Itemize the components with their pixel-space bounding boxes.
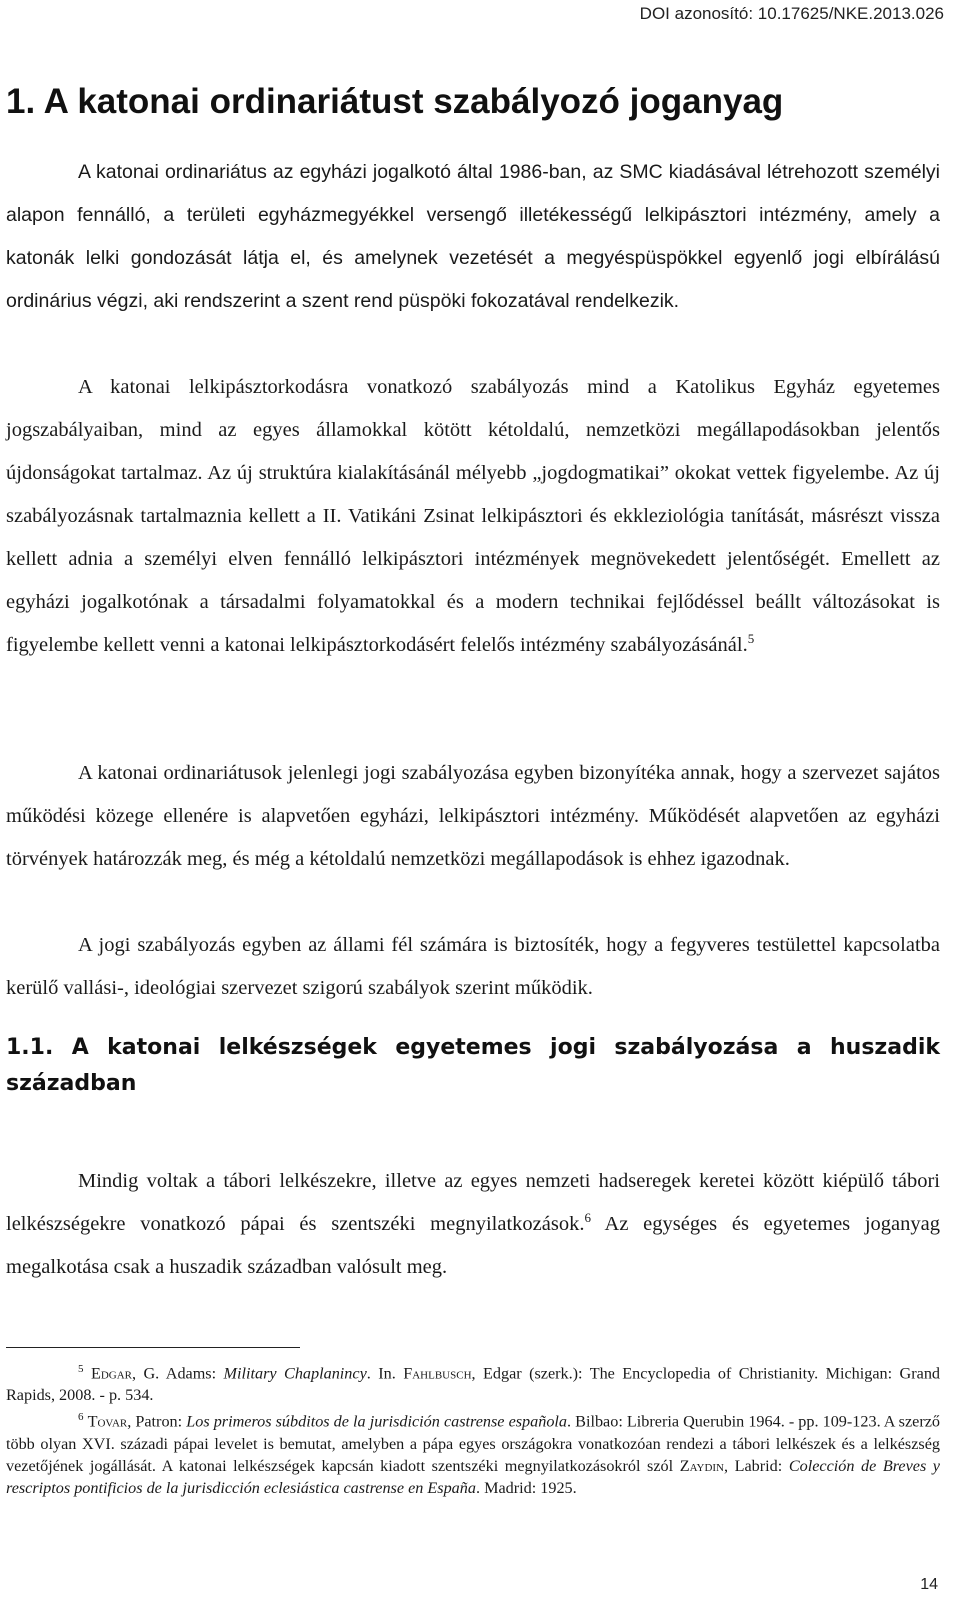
- paragraph-5: [6, 1160, 940, 1289]
- footnote-6: [6, 1406, 940, 1498]
- paragraph-1: A katonai ordinariátus az egyházi jogalkotó által 1986-ban, az SMC kiadásával létrehozott személyi alapon fennálló, a területi egyházmegyékkel versengő illetékességű lelkipásztori intézmény, amely a katonák lelki gondozását látja el, és amelynek vezetését a megyéspüspökkel egyenlő jogi elbírálású ordinárius végzi, aki rendszerint a szent rend püspöki fokozatával rendelkezik.: [6, 161, 940, 312]
- section-title: 1.1. A katonai lelkészségek egyetemes jogi szabályozása a huszadik században: [6, 1035, 940, 1096]
- footnote-5-editor: Fahlbusch: [403, 1364, 472, 1383]
- footnote-6-author: Tovar: [87, 1412, 128, 1431]
- footnote-6-author-2: Zaydin: [679, 1456, 725, 1475]
- page-number: 14: [920, 1576, 938, 1593]
- paragraph-4: A jogi szabályozás egyben az állami fél számára is biztosíték, hogy a fegyveres testülettel kapcsolatba kerülő vallási-, ideológiai szervezet szigorú szabályok szerint működik.: [6, 934, 940, 999]
- footnote-5-author: Edgar: [90, 1364, 132, 1383]
- footnote-5-number: 5: [78, 1363, 84, 1375]
- footnote-6-number: 6: [78, 1411, 84, 1424]
- footnote-6-text-2: . Bilbao: Libreria Querubin 1964. - pp. 109-123. A szerző több olyan XVI. századi pápai levelet is bemutat, amelyben a pápa egyes országokra vonatkozóan rendezi a tábori lelkészek és a lelkészség vezetőjének jogállását. A katonai lelkészségek kapcsán kiadott szentszéki megnyilatkozásokról szól: [6, 1412, 941, 1475]
- paragraph-2-text: A katonai lelkipásztorkodásra vonatkozó szabályozás mind a Katolikus Egyház egyetemes jogszabályaiban, mind az egyes államokkal kötött kétoldalú, nemzetközi megállapodásokban jelentős újdonságokat tartalmaz. Az új struktúra kialakításánál mélyebb „jogdogmatikai” okokat vettek figyelembe. Az új szabályozásnak tartalmaznia kellett a II. Vatikáni Zsinat lelkipásztori és ekkleziológia tanítását, másrészt vissza kellett adnia a személyi elven fennálló lelkipásztori intézmények megnövekedett jelentőségét. Emellett az egyházi jogalkotónak a társadalmi folyamatokkal és a modern technikai fejlődéssel beállt változásokat is figyelembe kellett venni a katonai lelkipásztorkodásért felelős intézmény szabályozásánál.: [6, 376, 940, 656]
- footnote-ref-6[interactable]: 6: [584, 1210, 591, 1226]
- footnote-6-text-3: , Labrid:: [724, 1456, 789, 1475]
- footnote-5: [6, 1358, 940, 1406]
- footnote-6-title-2: Colección de Breves y rescriptos pontificios de la jurisdicción eclesiástica castrense en España: [6, 1456, 940, 1497]
- footnote-ref-5[interactable]: 5: [747, 631, 755, 647]
- footnotes: [6, 1358, 940, 1499]
- footnote-5-title: Military Chaplanincy: [223, 1364, 367, 1383]
- paragraph-5-text-b: Az egységes és egyetemes joganyag megalkotása csak a huszadik században valósult meg.: [6, 1213, 941, 1278]
- footnote-5-text-3: , Edgar (szerk.): The Encyclopedia of Christianity. Michigan: Grand Rapids, 2008. - p. 534.: [6, 1364, 941, 1405]
- footnote-6-text-4: . Madrid: 1925.: [475, 1478, 577, 1497]
- footnote-5-text-1: , G. Adams:: [132, 1364, 224, 1383]
- footnote-separator: [6, 1347, 300, 1348]
- paragraph-5-text-a: Mindig voltak a tábori lelkészekre, illetve az egyes nemzeti hadseregek keretei között kiépülő tábori lelkészségekre vonatkozó pápai és szentszéki megnyilatkozások.: [6, 1170, 940, 1235]
- footnote-6-text-1: , Patron:: [127, 1412, 187, 1431]
- footnote-6-title: Los primeros súbditos de la jurisdición castrense española: [186, 1412, 568, 1431]
- paragraph-2: [6, 366, 940, 667]
- paragraph-3: A katonai ordinariátusok jelenlegi jogi szabályozása egyben bizonyítéka annak, hogy a szervezet sajátos működési közege ellenére is alapvetően egyházi, lelkipásztori intézmény. Működését alapvetően az egyházi törvények határozzák meg, és még a kétoldalú nemzetközi megállapodások is ehhez igazodnak.: [6, 762, 940, 870]
- chapter-title: 1. A katonai ordinariátust szabályozó joganyag: [6, 82, 784, 121]
- doi-header: DOI azonosító: 10.17625/NKE.2013.026: [639, 4, 944, 23]
- footnote-5-text-2: . In.: [366, 1364, 404, 1383]
